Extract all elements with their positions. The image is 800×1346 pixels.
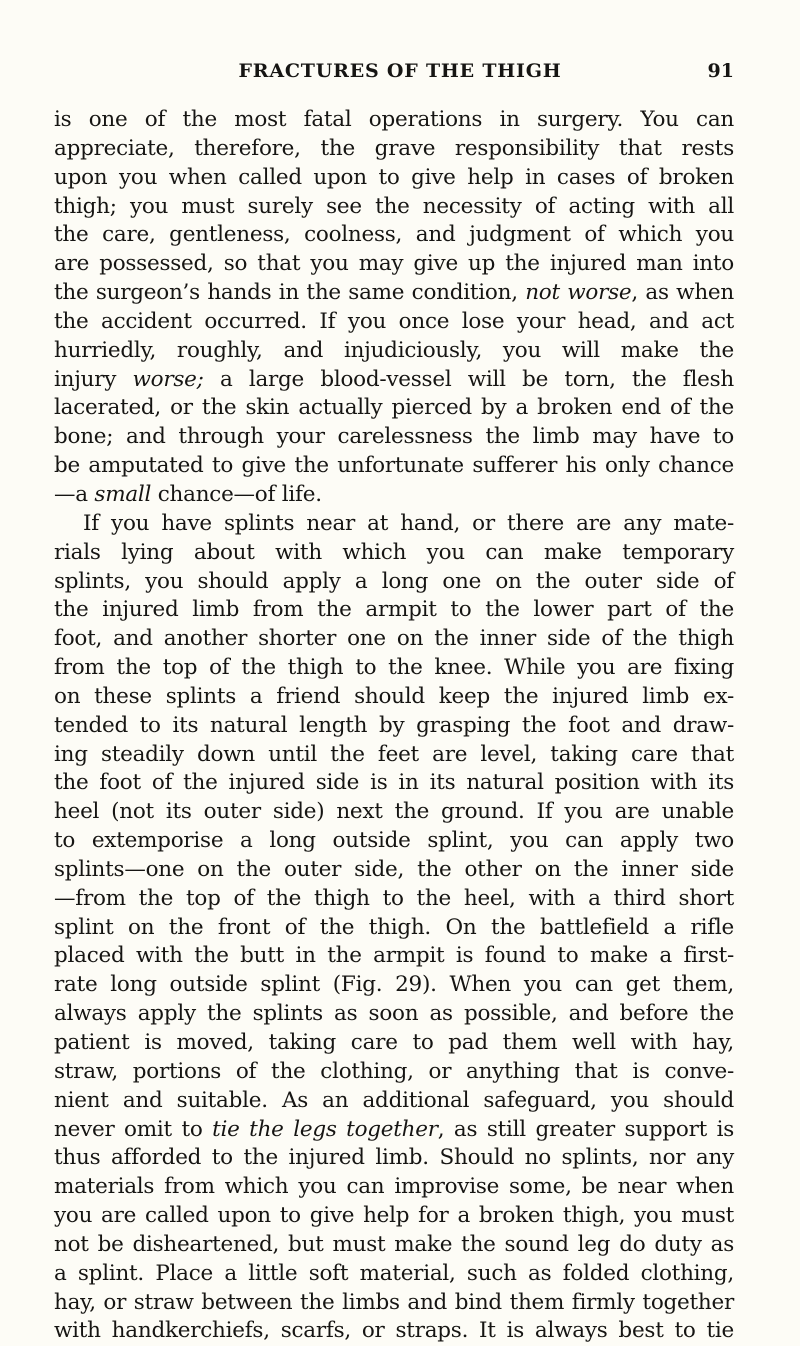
text-line: [54, 135, 734, 164]
text-line: [54, 971, 734, 1000]
text-segment: lacerated, or the skin actually pierced by a broken end of the: [54, 395, 734, 421]
text-line: [54, 452, 734, 481]
text-segment: you are called upon to give help for a broken thigh, you must: [54, 1203, 734, 1229]
text-segment: be amputated to give the unfortunate sufferer his only chance: [54, 453, 734, 479]
text-line: [54, 1173, 734, 1202]
text-segment: the foot of the injured side is in its natural position with its: [54, 770, 734, 796]
text-line: [54, 827, 734, 856]
text-segment: thus afforded to the injured limb. Should no splints, nor any: [54, 1145, 734, 1171]
text-line: [54, 221, 734, 250]
italic-text: small: [94, 481, 152, 507]
text-line: [54, 1260, 734, 1289]
text-segment: a splint. Place a little soft material, such as folded clothing,: [54, 1260, 734, 1286]
text-segment: splints—one on the outer side, the other on the inner side: [54, 856, 734, 882]
text-segment: nient and suitable. As an additional safeguard, you should: [54, 1087, 734, 1113]
italic-text: tie the legs together: [212, 1116, 438, 1142]
text-line: [54, 1317, 734, 1346]
text-line: [54, 539, 734, 568]
italic-text: not worse: [525, 280, 632, 306]
text-segment: bone; and through your carelessness the limb may have to: [54, 424, 734, 450]
text-segment: hurriedly, roughly, and injudiciously, you will make the: [54, 337, 734, 363]
text-segment: rate long outside splint (Fig. 29). When you can get them,: [54, 972, 734, 998]
text-segment: ing steadily down until the feet are level, taking care that: [54, 741, 734, 767]
text-line: [54, 856, 734, 885]
text-segment: not be disheartened, but must make the sound leg do duty as: [54, 1231, 734, 1257]
body-text: [54, 106, 734, 1346]
text-segment: If you have splints near at hand, or there are any mate-: [83, 510, 734, 536]
italic-text: worse;: [132, 366, 204, 392]
text-line: [54, 885, 734, 914]
text-line: [54, 654, 734, 683]
running-title: FRACTURES OF THE THIGH: [238, 60, 562, 82]
text-line: [54, 712, 734, 741]
text-line: [54, 1058, 734, 1087]
text-segment: upon you when called upon to give help in cases of broken: [54, 164, 734, 190]
text-segment: , as when: [631, 280, 734, 306]
text-line: [54, 1029, 734, 1058]
text-segment: foot, and another shorter one on the inner side of the thigh: [54, 626, 734, 652]
text-segment: —a: [54, 481, 95, 507]
text-segment: heel (not its outer side) next the ground. If you are unable: [54, 799, 734, 825]
text-line: [54, 798, 734, 827]
running-head: [54, 60, 746, 90]
text-segment: on these splints a friend should keep the injured limb ex-: [54, 683, 734, 709]
text-line: [54, 683, 734, 712]
text-line: [54, 106, 734, 135]
text-segment: always apply the splints as soon as possible, and before the: [54, 1001, 734, 1027]
text-line: [54, 394, 734, 423]
text-line: [54, 1144, 734, 1173]
page-number: 91: [707, 60, 734, 82]
text-segment: straw, portions of the clothing, or anything that is conve-: [54, 1058, 734, 1084]
text-segment: with handkerchiefs, scarfs, or straps. It is always best to tie: [54, 1318, 734, 1344]
text-line: [54, 279, 734, 308]
text-segment: are possessed, so that you may give up the injured man into: [54, 251, 734, 277]
text-segment: appreciate, therefore, the grave responsibility that rests: [54, 135, 734, 161]
text-segment: to extemporise a long outside splint, you can apply two: [54, 828, 734, 854]
text-line: [54, 308, 734, 337]
text-line: [54, 568, 734, 597]
text-line: [54, 1116, 734, 1145]
text-segment: splints, you should apply a long one on the outer side of: [54, 568, 734, 594]
text-segment: rials lying about with which you can make temporary: [54, 539, 734, 565]
text-segment: the care, gentleness, coolness, and judgment of which you: [54, 222, 734, 248]
text-segment: the injured limb from the armpit to the lower part of the: [54, 597, 734, 623]
text-line: [54, 337, 734, 366]
text-line: [54, 423, 734, 452]
text-line: [54, 366, 734, 395]
text-line: [54, 193, 734, 222]
text-line: [54, 1202, 734, 1231]
text-segment: , as still greater support is: [437, 1116, 734, 1142]
text-segment: tended to its natural length by grasping the foot and draw-: [54, 712, 734, 738]
text-segment: the accident occurred. If you once lose your head, and act: [54, 308, 734, 334]
text-segment: from the top of the thigh to the knee. While you are fixing: [54, 655, 734, 681]
text-segment: materials from which you can improvise some, be near when: [54, 1174, 734, 1200]
text-line: [54, 481, 734, 510]
text-segment: patient is moved, taking care to pad them well with hay,: [54, 1030, 734, 1055]
text-line: [54, 625, 734, 654]
text-segment: the surgeon’s hands in the same condition,: [54, 280, 526, 306]
text-segment: never omit to: [54, 1116, 213, 1142]
text-segment: is one of the most fatal operations in surgery. You can: [54, 107, 734, 132]
text-line: [54, 1289, 734, 1318]
text-segment: thigh; you must surely see the necessity of acting with all: [54, 193, 734, 219]
text-line: [54, 1000, 734, 1029]
text-line: [54, 250, 734, 279]
text-line: [54, 769, 734, 798]
text-segment: injury: [54, 366, 133, 392]
text-segment: —from the top of the thigh to the heel, with a third short: [54, 885, 734, 911]
text-segment: placed with the butt in the armpit is found to make a first-: [54, 943, 734, 969]
text-segment: splint on the front of the thigh. On the battlefield a rifle: [54, 914, 734, 940]
text-line: [54, 942, 734, 971]
text-line: [54, 914, 734, 943]
text-line: [54, 510, 734, 539]
text-line: [54, 1087, 734, 1116]
text-segment: hay, or straw between the limbs and bind them firmly together: [54, 1289, 734, 1315]
text-segment: chance—of life.: [151, 481, 322, 507]
text-line: [54, 1231, 734, 1260]
text-line: [54, 596, 734, 625]
text-line: [54, 164, 734, 193]
text-segment: a large blood-vessel will be torn, the flesh: [203, 366, 734, 392]
text-line: [54, 741, 734, 770]
